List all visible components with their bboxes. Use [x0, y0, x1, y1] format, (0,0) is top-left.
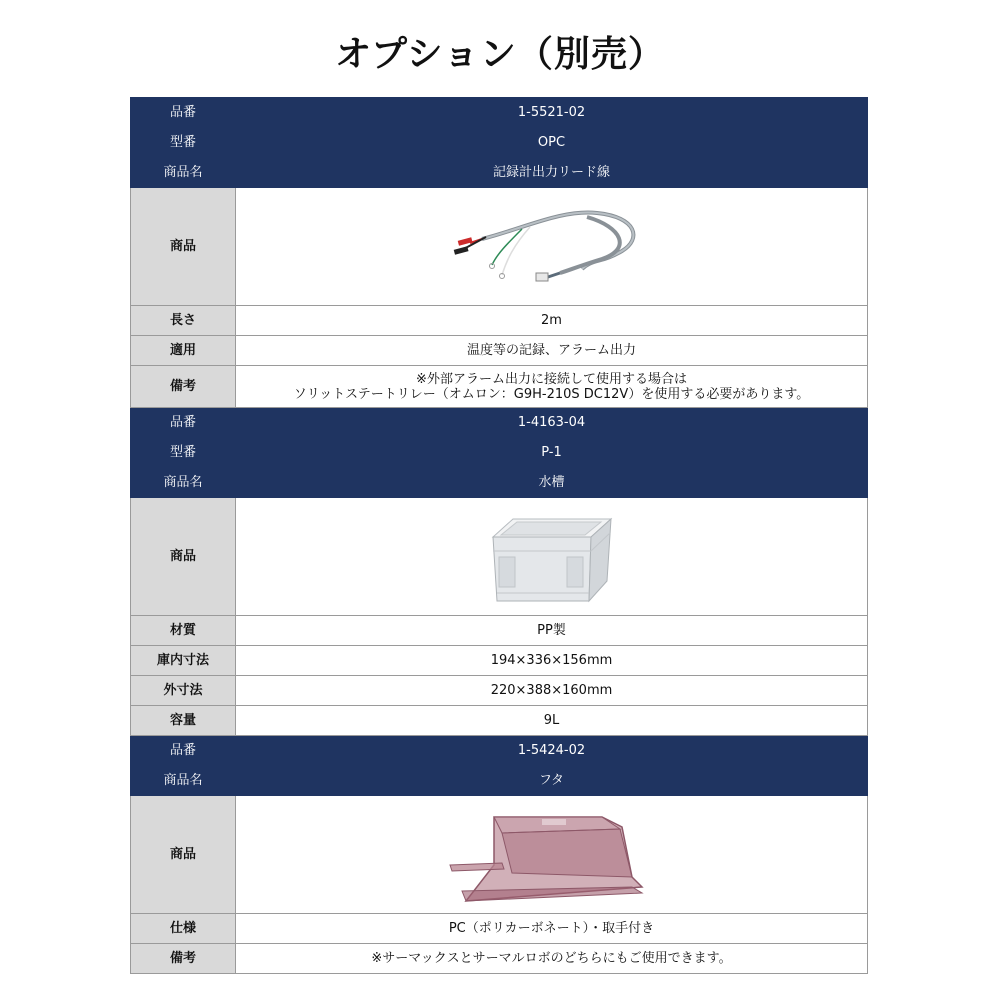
row-value: 9L [236, 706, 868, 736]
row-value: 1-5521-02 [236, 98, 868, 128]
table-row [131, 306, 868, 336]
row-label: 型番 [131, 438, 236, 468]
table-row [131, 408, 868, 438]
table-row [131, 736, 868, 766]
row-label: 商品名 [131, 468, 236, 498]
table-row [131, 336, 868, 366]
table-row [131, 766, 868, 796]
row-value: 1-4163-04 [236, 408, 868, 438]
row-value: PP製 [236, 616, 868, 646]
row-label: 商品名 [131, 158, 236, 188]
row-label: 長さ [131, 306, 236, 336]
row-label: 商品 [131, 188, 236, 306]
table-row [131, 188, 868, 306]
table-row [131, 366, 868, 408]
tank-image [487, 505, 617, 609]
row-value: ※サーマックスとサーマルロボのどちらにもご使用できます。 [236, 944, 868, 974]
table-row [131, 128, 868, 158]
row-value: 温度等の記録、アラーム出力 [236, 336, 868, 366]
row-value: PC（ポリカーボネート）・取手付き [236, 914, 868, 944]
cable-image [452, 199, 652, 295]
table-row [131, 944, 868, 974]
table-row [131, 498, 868, 616]
row-label: 材質 [131, 616, 236, 646]
table-row [131, 646, 868, 676]
row-label: 型番 [131, 128, 236, 158]
row-label: 商品名 [131, 766, 236, 796]
lid-image [442, 805, 662, 905]
row-label: 商品 [131, 796, 236, 914]
row-value: 水槽 [236, 468, 868, 498]
row-value: P-1 [236, 438, 868, 468]
row-label: 商品 [131, 498, 236, 616]
row-label: 外寸法 [131, 676, 236, 706]
row-label: 適用 [131, 336, 236, 366]
row-value [236, 366, 868, 408]
row-value: 記録計出力リード線 [236, 158, 868, 188]
note-line-1: ※外部アラーム出力に接続して使用する場合は [416, 371, 687, 387]
table-row [131, 914, 868, 944]
table-row [131, 468, 868, 498]
row-label: 備考 [131, 944, 236, 974]
row-value: 2m [236, 306, 868, 336]
row-label: 容量 [131, 706, 236, 736]
product-image-cell [236, 796, 868, 914]
table-row [131, 796, 868, 914]
row-label: 品番 [131, 98, 236, 128]
options-spec-table [130, 97, 868, 974]
row-label: 仕様 [131, 914, 236, 944]
row-label: 品番 [131, 408, 236, 438]
table-row [131, 616, 868, 646]
table-row [131, 158, 868, 188]
product-image-cell [236, 498, 868, 616]
table-row [131, 438, 868, 468]
table-row [131, 676, 868, 706]
row-value: 220×388×160mm [236, 676, 868, 706]
table-row [131, 706, 868, 736]
row-label: 備考 [131, 366, 236, 408]
table-row [131, 98, 868, 128]
note-line-2: ソリットステートリレー（オムロン：G9H-210S DC12V）を使用する必要があります。 [293, 386, 810, 402]
row-value: 194×336×156mm [236, 646, 868, 676]
page-title: オプション（別売） [335, 34, 665, 75]
row-value: 1-5424-02 [236, 736, 868, 766]
row-value: OPC [236, 128, 868, 158]
product-image-cell [236, 188, 868, 306]
row-value: フタ [236, 766, 868, 796]
row-label: 庫内寸法 [131, 646, 236, 676]
row-label: 品番 [131, 736, 236, 766]
